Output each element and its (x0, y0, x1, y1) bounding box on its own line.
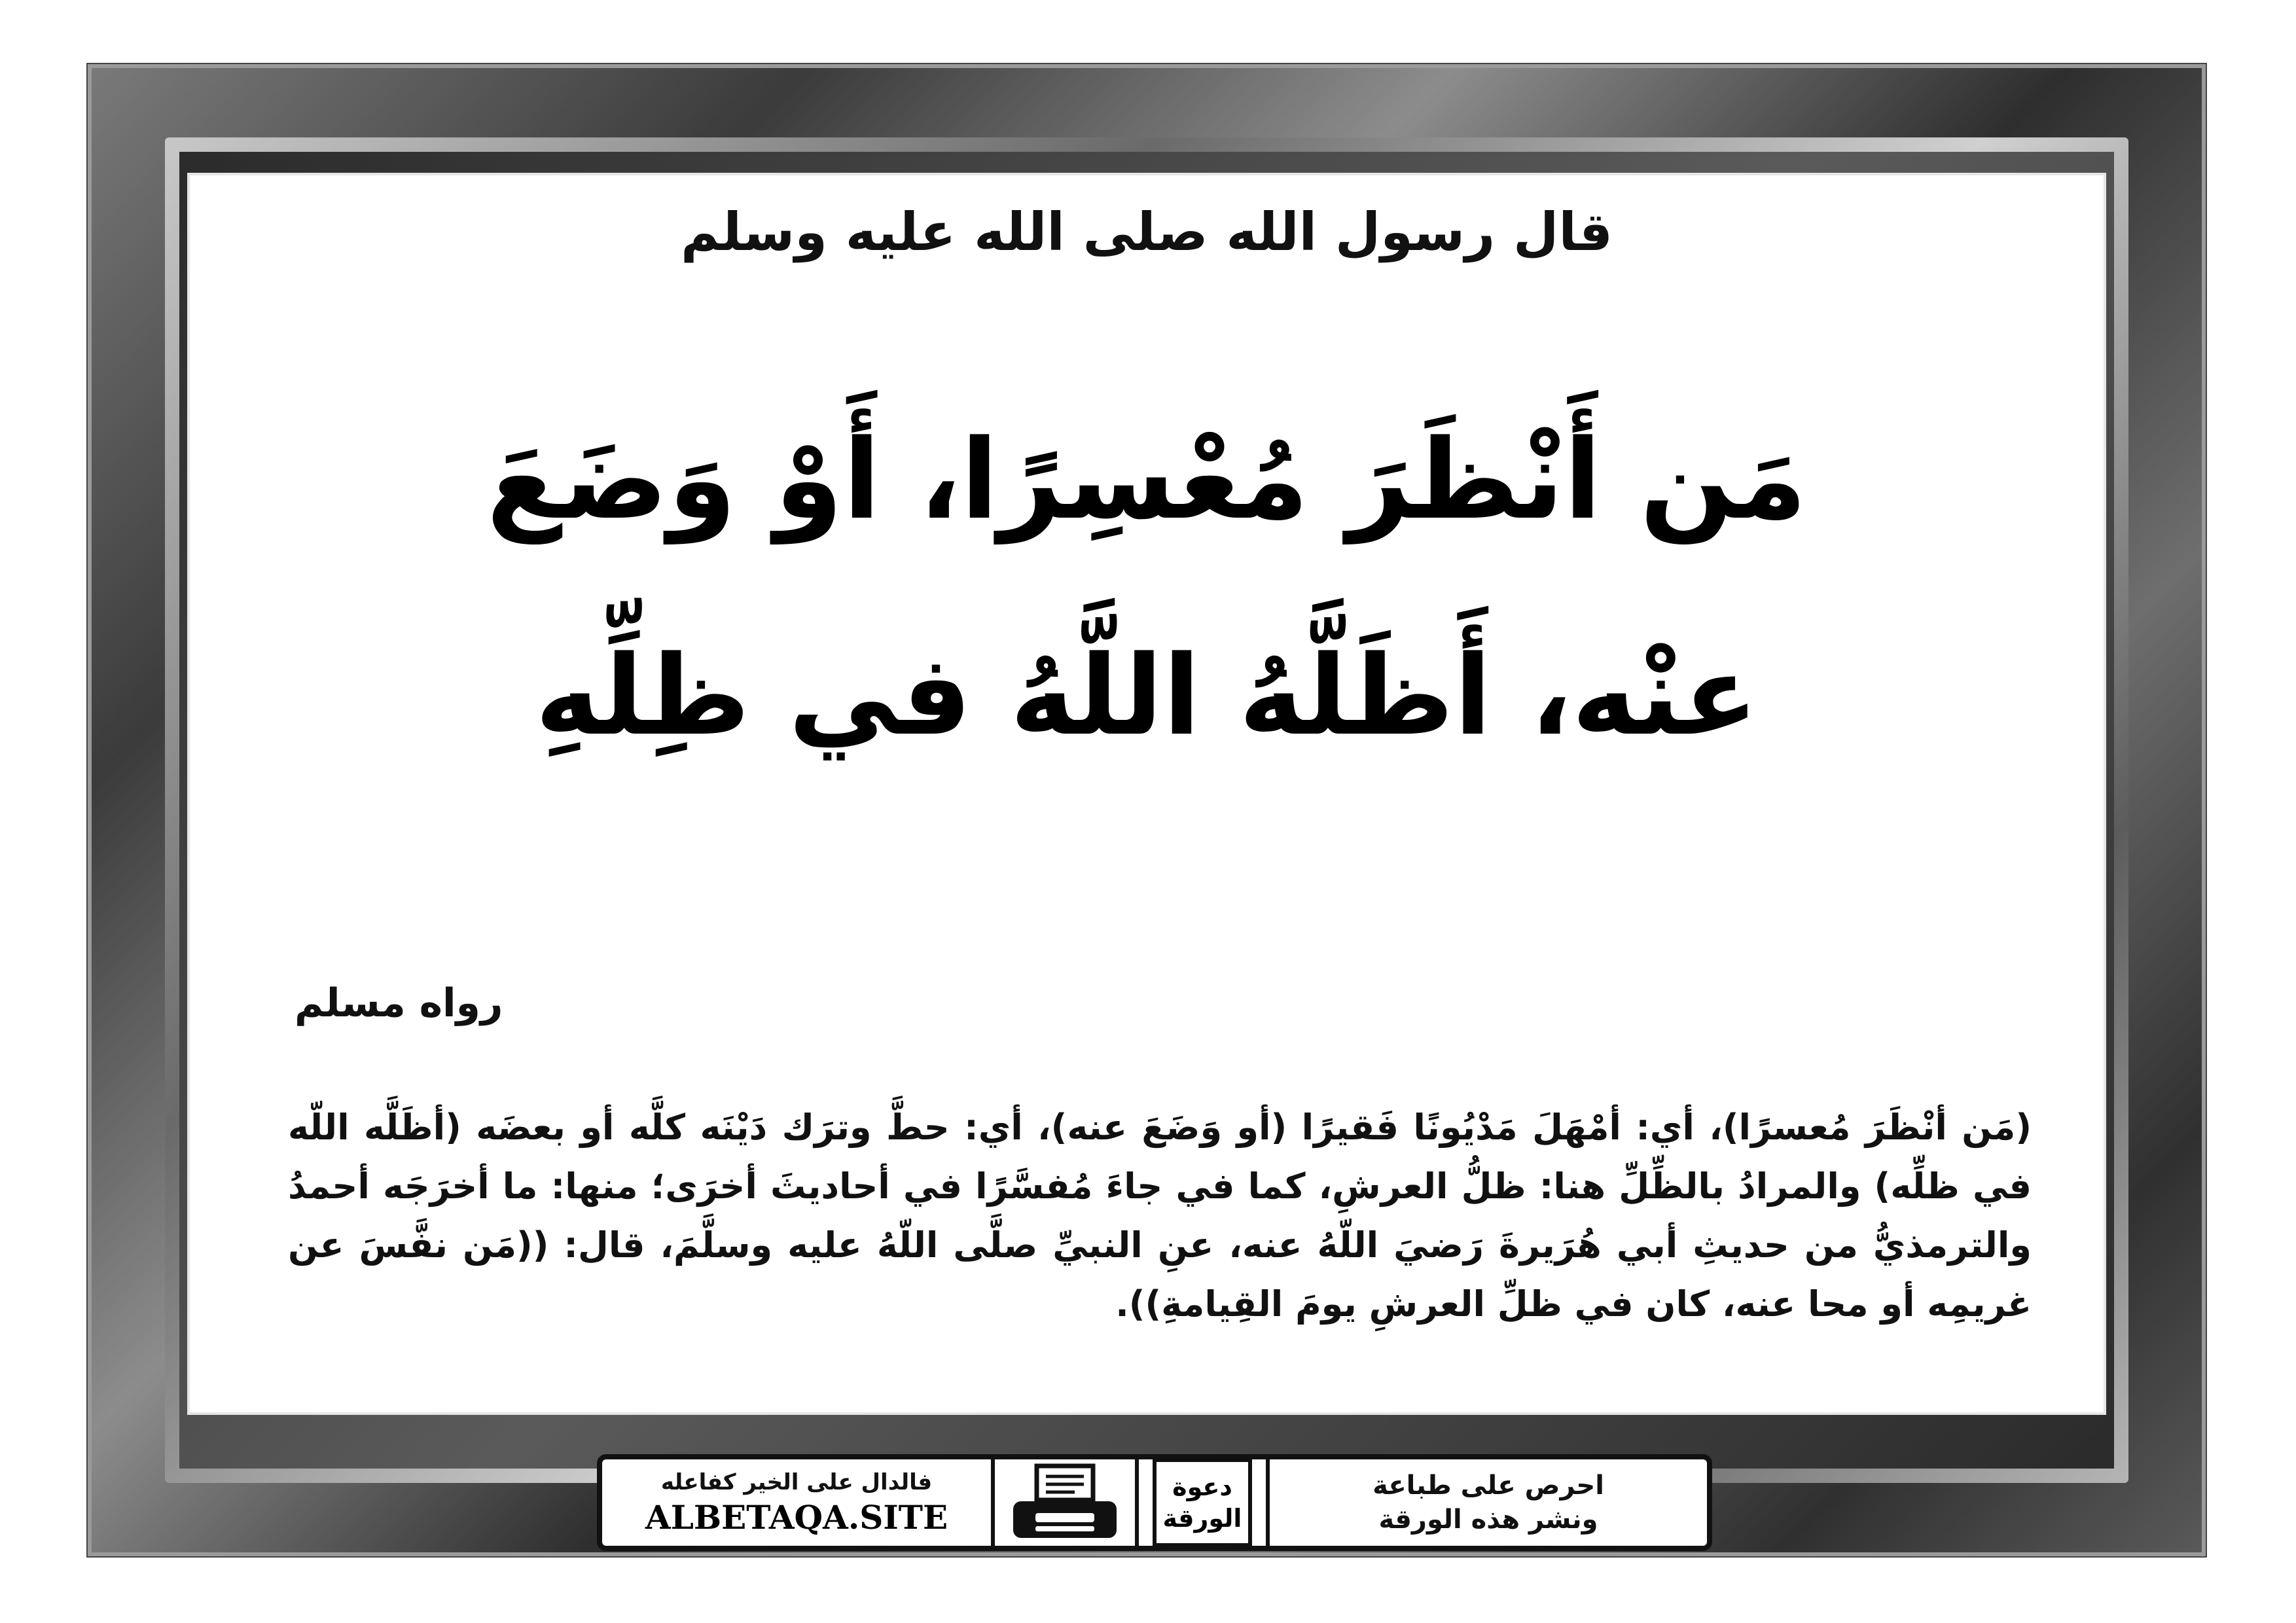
printer-icon (1009, 1463, 1121, 1542)
content-panel (190, 175, 2104, 1412)
page-title: قال رسول الله صلى الله عليه وسلم (681, 202, 1613, 262)
logo-line-1: دعوة (1172, 1472, 1232, 1501)
print-note-line-1: احرص على طباعة (1372, 1471, 1604, 1501)
print-note-line-2: ونشر هذه الورقة (1378, 1505, 1598, 1535)
printer-block (995, 1459, 1139, 1546)
hadith-line-2: عنْه، أَظَلَّهُ اللَّهُ في ظِلِّهِ (535, 632, 1759, 760)
site-url[interactable]: ALBETAQA.SITE (645, 1497, 948, 1537)
hadith-line-1: مَن أَنْظَرَ مُعْسِرًا، أَوْ وَضَعَ (486, 416, 1807, 544)
commentary-text: (مَن أنْظَرَ مُعسرًا)، أي: أمْهَلَ مَدْيُونًا فَقيرًا (أو وَضَعَ عنه)، أي: حطَّ وترَك دَيْنَه كلَّه أو بعضَه (أظَلَّه اللّه في ظلِّه) والمرادُ بالظِّلِّ هنا: ظلُّ العرشِ، كما في جاءَ مُفسَّرًا في أحاديثَ أخرَى؛ منها: ما أخرَجَه أحمدُ والترمذيُّ من حديثِ أبي هُرَيرةَ رَضيَ اللّهُ عنه، عنِ النبيِّ صلَّى اللّهُ عليه وسلَّمَ، قال: ((مَن نفَّسَ عن غريمِه أو محا عنه، كان في ظلِّ العرشِ يومَ القِيامةِ)). (288, 1107, 2032, 1325)
logo-block (1139, 1459, 1270, 1546)
site-block[interactable] (602, 1459, 995, 1546)
footer-bar (597, 1454, 1712, 1551)
hadith-text (308, 372, 1986, 804)
logo-line-2: الورقة (1162, 1504, 1242, 1533)
hadith-source: رواه مسلم (295, 980, 503, 1026)
site-tagline: فالدال على الخير كفاعله (660, 1469, 933, 1495)
print-note (1270, 1459, 1707, 1546)
brand-logo (1153, 1458, 1252, 1547)
